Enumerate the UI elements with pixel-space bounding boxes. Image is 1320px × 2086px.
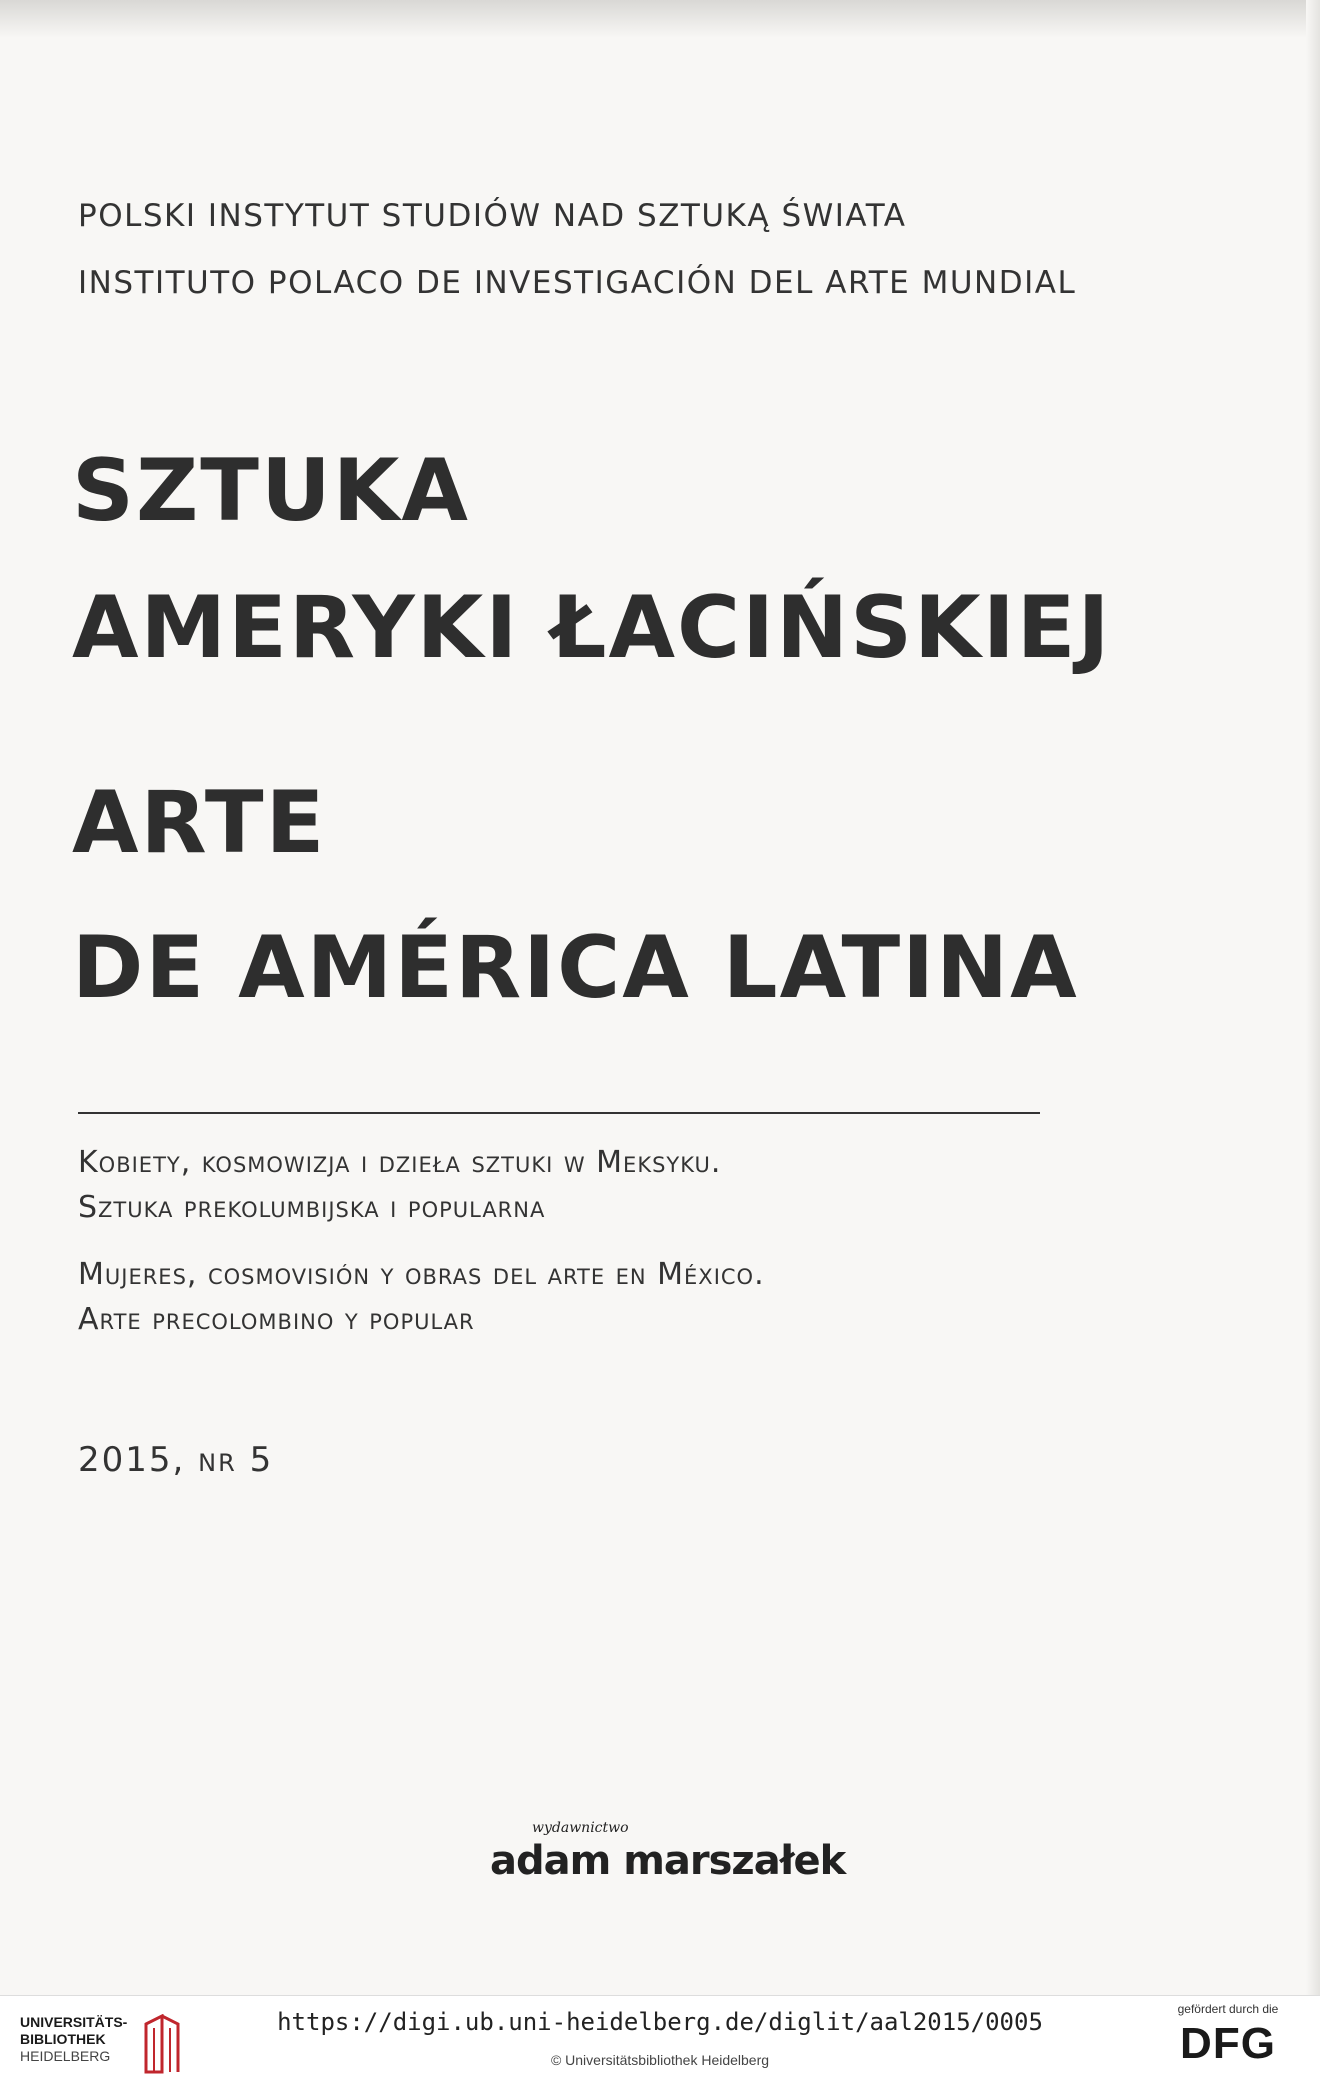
page-top-shadow: [0, 0, 1320, 38]
title-line-1: SZTUKA: [72, 441, 470, 541]
institute-name-spanish: INSTITUTO POLACO DE INVESTIGACIÓN DEL ARTE MUNDIAL: [78, 265, 1077, 301]
subtitle-spanish-line-2: Arte precolombino y popular: [78, 1302, 475, 1337]
issue-number: 2015, nr 5: [78, 1440, 274, 1480]
dfg-label: gefördert durch die: [1177, 2002, 1279, 2016]
title-line-3: ARTE: [72, 773, 327, 873]
publisher-logo: [490, 1820, 846, 1895]
page-right-shadow: [1306, 0, 1320, 1995]
library-name-line-1: UNIVERSITÄTS-: [20, 2014, 128, 2030]
dfg-wordmark: DFG: [1180, 2019, 1276, 2068]
title-line-2: AMERYKI ŁACIŃSKIEJ: [72, 578, 1112, 678]
subtitle-spanish-line-1: Mujeres, cosmovisión y obras del arte en México.: [78, 1257, 765, 1292]
library-name-line-3: HEIDELBERG: [20, 2048, 111, 2064]
subtitle-polish-line-2: Sztuka prekolumbijska i popularna: [78, 1190, 546, 1225]
publisher-label: wydawnictwo: [532, 1820, 629, 1836]
footer-bar: [0, 1995, 1320, 2086]
institute-name-polish: POLSKI INSTYTUT STUDIÓW NAD SZTUKĄ ŚWIATA: [78, 198, 907, 234]
publisher-name: adam marszałek: [490, 1838, 846, 1884]
permalink-url[interactable]: https://digi.ub.uni-heidelberg.de/diglit/aal2015/0005: [277, 2008, 1043, 2036]
subtitle-polish-line-1: Kobiety, kosmowizja i dzieła sztuki w Meksyku.: [78, 1145, 722, 1180]
dfg-logo[interactable]: [1158, 2002, 1298, 2082]
copyright-notice: © Universitätsbibliothek Heidelberg: [550, 2052, 770, 2068]
library-name-line-2: BIBLIOTHEK: [20, 2031, 106, 2047]
divider-rule: [78, 1112, 1040, 1114]
title-line-4: DE AMÉRICA LATINA: [72, 918, 1079, 1018]
